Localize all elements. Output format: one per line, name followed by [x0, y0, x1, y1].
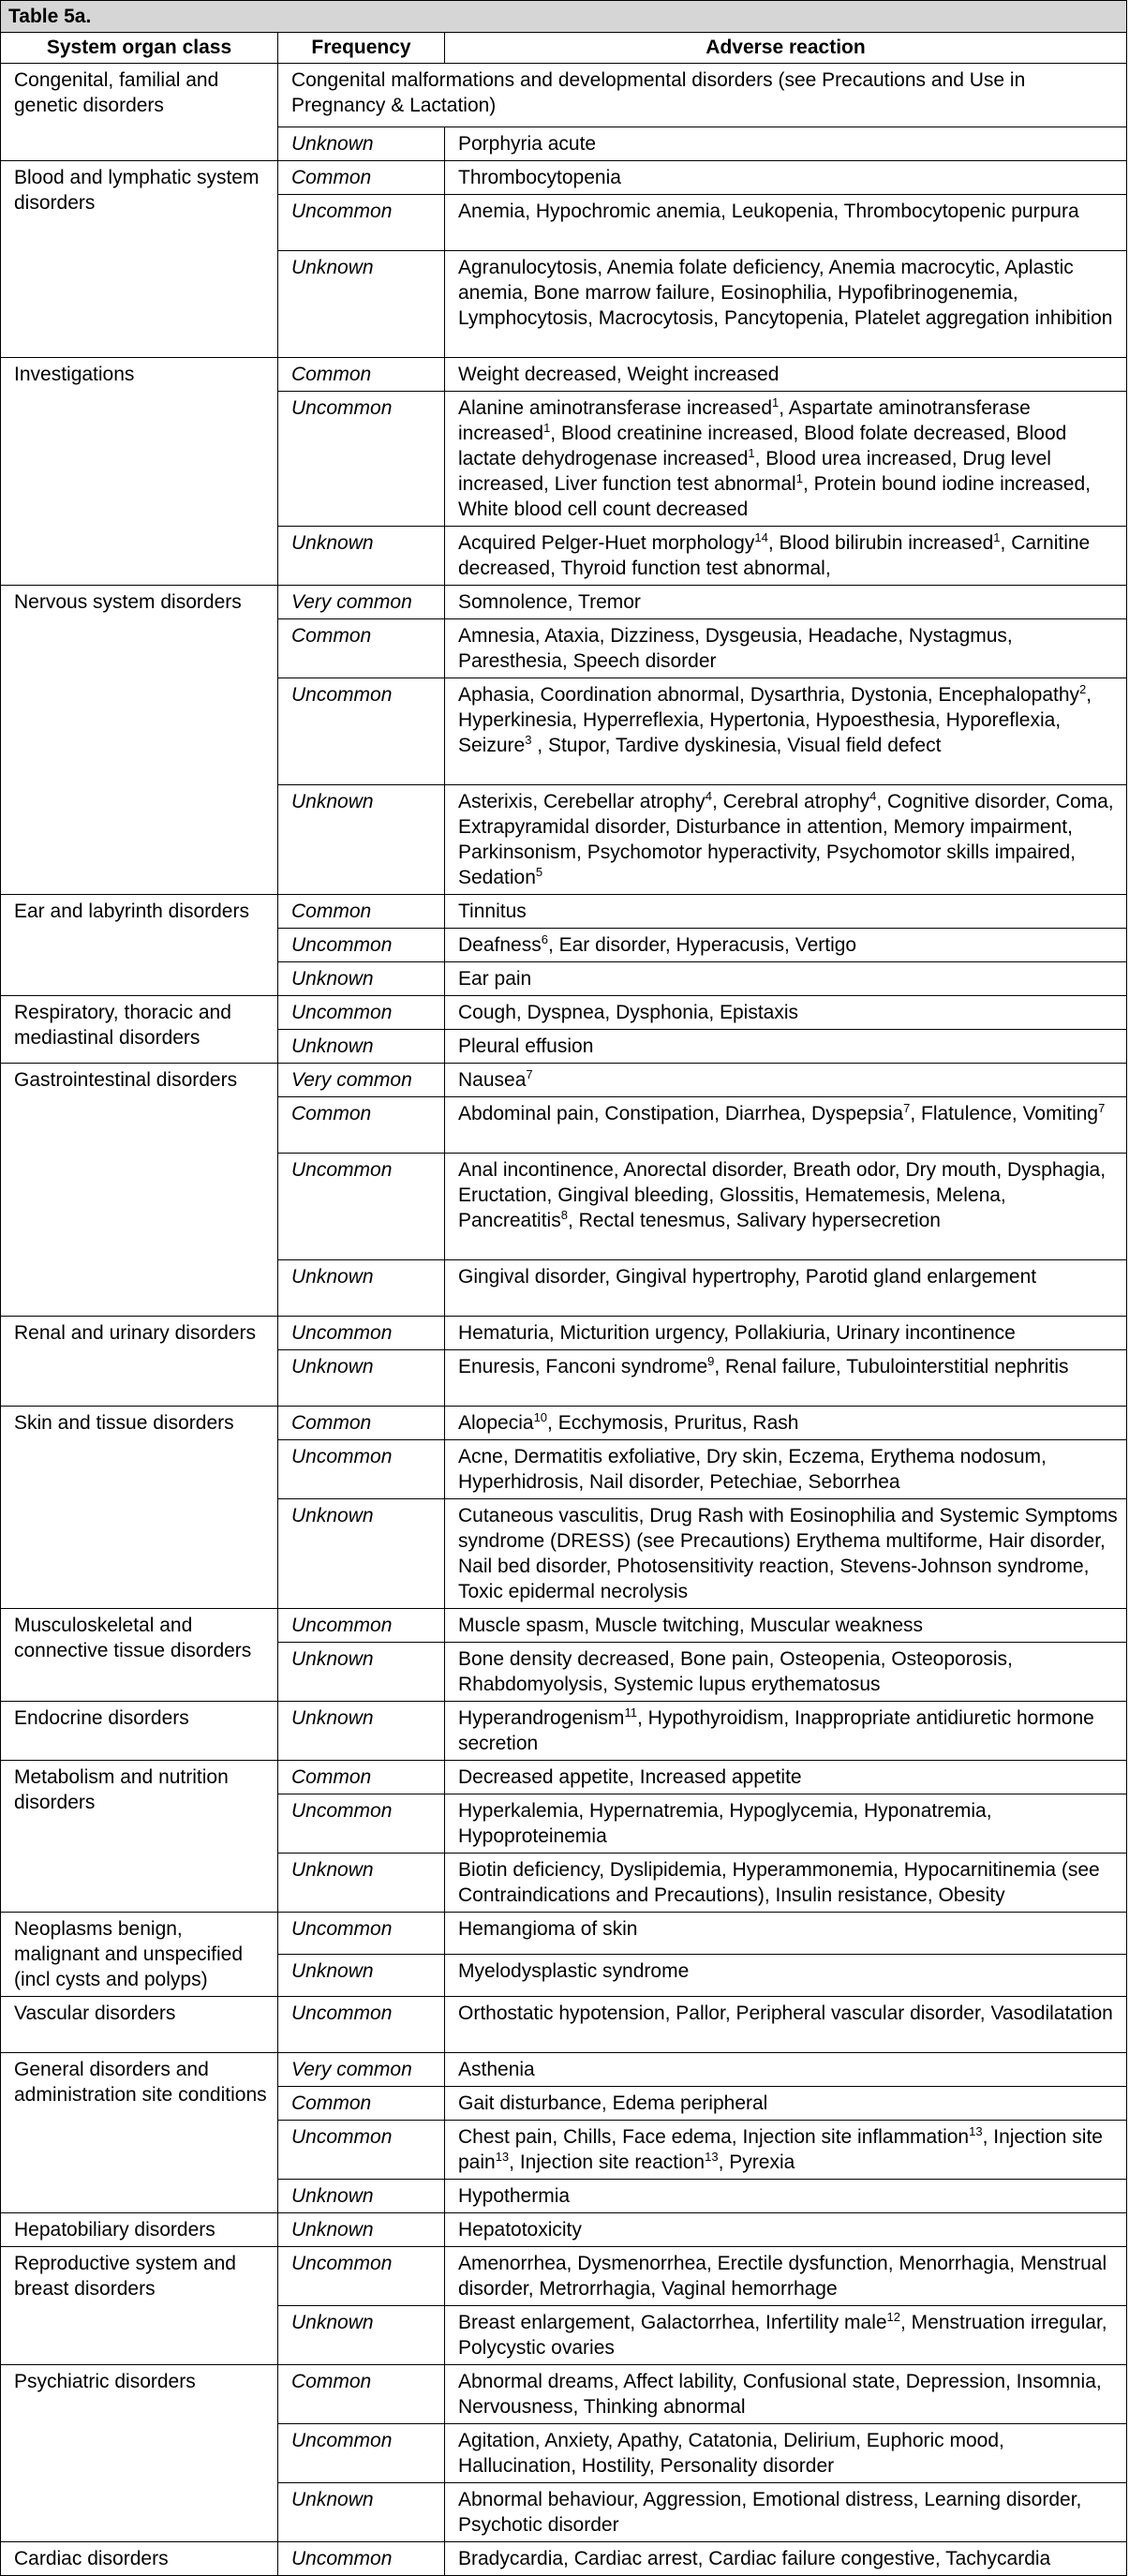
frequency-cell: Unknown [278, 1030, 445, 1064]
footnote-reference: 8 [560, 1208, 568, 1222]
frequency-cell: Uncommon [278, 2424, 445, 2483]
adverse-reaction-cell [445, 2053, 1127, 2087]
header-system-organ-class: System organ class [1, 33, 278, 64]
frequency-cell: Uncommon [278, 1440, 445, 1499]
adverse-reaction-cell [445, 1097, 1127, 1154]
footnote-reference: 1 [795, 471, 803, 485]
system-organ-class-cell: Endocrine disorders [1, 1702, 278, 1761]
frequency-cell: Uncommon [278, 1154, 445, 1260]
footnote-reference: 4 [705, 789, 713, 803]
footnote-reference: 7 [1098, 1101, 1106, 1115]
footnote-reference: 13 [495, 2150, 510, 2164]
reaction-text: Abnormal behaviour, Aggression, Emotional distress, Learning disorder, Psychotic disorder [458, 2489, 1082, 2536]
adverse-reaction-cell [445, 1317, 1127, 1350]
adverse-reaction-cell [445, 1154, 1127, 1260]
table-row [1, 2213, 1127, 2247]
system-organ-class-cell: Metabolism and nutrition disorders [1, 1761, 278, 1913]
footnote-reference: 6 [541, 932, 548, 946]
frequency-cell: Unknown [278, 962, 445, 996]
system-organ-class-cell: Nervous system disorders [1, 586, 278, 895]
system-organ-class-cell: Gastrointestinal disorders [1, 1064, 278, 1317]
reaction-text: Hypothermia [458, 2185, 571, 2207]
adverse-reaction-cell [445, 1030, 1127, 1064]
frequency-cell: Uncommon [278, 2121, 445, 2180]
reaction-text: Acquired Pelger-Huet morphology [458, 532, 755, 554]
adverse-reaction-cell [445, 1260, 1127, 1317]
adverse-reaction-cell [445, 1913, 1127, 1955]
frequency-cell: Unknown [278, 2306, 445, 2365]
reaction-text: , Cerebral atrophy [712, 791, 870, 812]
frequency-cell: Unknown [278, 1643, 445, 1702]
adverse-reaction-cell [445, 1955, 1127, 1997]
reaction-text: , Menstruation irregular, Polycystic ovaries [458, 2312, 1107, 2359]
table-body [1, 64, 1127, 2576]
table-row [1, 2365, 1127, 2424]
system-organ-class-cell: General disorders and administration site conditions [1, 2053, 278, 2213]
adverse-reaction-cell [445, 358, 1127, 392]
adverse-reaction-cell [445, 895, 1127, 929]
frequency-cell: Unknown [278, 1955, 445, 1997]
footnote-reference: 2 [1079, 682, 1087, 696]
frequency-cell: Unknown [278, 2180, 445, 2213]
table-row [1, 1317, 1127, 1350]
table-row [1, 1702, 1127, 1761]
adverse-reaction-cell [445, 1350, 1127, 1407]
footnote-reference: 4 [869, 789, 877, 803]
reaction-text: Hyperandrogenism [458, 1707, 625, 1729]
adverse-reaction-cell [278, 64, 1127, 127]
table-row [1, 64, 1127, 127]
footnote-reference: 13 [969, 2124, 983, 2138]
reaction-text: , Cognitive disorder, Coma, Extrapyramidal disorder, Disturbance in attention, Memory impairment, Parkinsonism, Psychomotor hyperactivity, Psychomotor skills impaired, Sedation [458, 791, 1114, 888]
reaction-text: , Pyrexia [718, 2152, 795, 2173]
reaction-text: Tinnitus [458, 901, 527, 922]
reaction-text: , Blood urea increased, Drug level increased, Liver function test abnormal [458, 448, 1051, 495]
reaction-text: Hematuria, Micturition urgency, Pollakiuria, Urinary incontinence [458, 1322, 1016, 1344]
frequency-cell: Unknown [278, 1260, 445, 1317]
adverse-reaction-cell [445, 962, 1127, 996]
footnote-reference: 5 [535, 865, 543, 879]
reaction-text: Anemia, Hypochromic anemia, Leukopenia, Thrombocytopenic purpura [458, 201, 1079, 222]
header-frequency: Frequency [278, 33, 445, 64]
reaction-text: , Blood creatinine increased, Blood folate decreased, Blood lactate dehydrogenase increased [458, 423, 1067, 469]
system-organ-class-cell: Investigations [1, 358, 278, 586]
adverse-reaction-cell [445, 161, 1127, 195]
adverse-reaction-cell [445, 2121, 1127, 2180]
reaction-text: Agranulocytosis, Anemia folate deficiency, Anemia macrocytic, Aplastic anemia, Bone marrow failure, Eosinophilia, Hypofibrinogenemia, Lymphocytosis, Macrocytosis, Pancytopenia, Platelet aggregation inhibition [458, 257, 1113, 329]
frequency-cell: Common [278, 1097, 445, 1154]
adverse-reaction-cell [445, 1609, 1127, 1643]
frequency-cell: Common [278, 1407, 445, 1440]
footnote-reference: 7 [526, 1067, 533, 1081]
reaction-text: Hemangioma of skin [458, 1918, 638, 1940]
system-organ-class-cell: Psychiatric disorders [1, 2365, 278, 2542]
system-organ-class-cell: Skin and tissue disorders [1, 1407, 278, 1609]
adverse-reaction-cell [445, 527, 1127, 586]
reaction-text: , Renal failure, Tubulointerstitial nephritis [714, 1356, 1069, 1377]
reaction-text: Muscle spasm, Muscle twitching, Muscular weakness [458, 1615, 924, 1636]
reaction-text: , Protein bound iodine increased, White blood cell count decreased [458, 473, 1091, 520]
frequency-cell: Uncommon [278, 1609, 445, 1643]
table-row [1, 1913, 1127, 1955]
system-organ-class-cell: Respiratory, thoracic and mediastinal disorders [1, 996, 278, 1064]
reaction-text: Alanine aminotransferase increased [458, 397, 773, 419]
table-caption: Table 5a. [0, 0, 1127, 32]
adverse-reaction-cell [445, 1794, 1127, 1854]
frequency-cell: Very common [278, 586, 445, 619]
reaction-text: Decreased appetite, Increased appetite [458, 1766, 802, 1788]
system-organ-class-cell: Congenital, familial and genetic disorders [1, 64, 278, 161]
footnote-reference: 1 [543, 421, 551, 435]
adverse-reaction-cell [445, 2424, 1127, 2483]
table-row [1, 1761, 1127, 1794]
system-organ-class-cell: Musculoskeletal and connective tissue disorders [1, 1609, 278, 1702]
adverse-reaction-cell [445, 586, 1127, 619]
frequency-cell: Uncommon [278, 929, 445, 962]
system-organ-class-cell: Ear and labyrinth disorders [1, 895, 278, 996]
adverse-reaction-cell [445, 2180, 1127, 2213]
reaction-text: Cutaneous vasculitis, Drug Rash with Eosinophilia and Systemic Symptoms syndrome (DRESS) (see Precautions) Erythema multiforme, Hair disorder, Nail bed disorder, Photosensitivity reaction, Stevens-Johnson syndrome, Toxic epidermal necrolysis [458, 1505, 1118, 1602]
adverse-reaction-cell [445, 251, 1127, 358]
adverse-reaction-cell [445, 996, 1127, 1030]
frequency-cell: Uncommon [278, 2247, 445, 2306]
footnote-reference: 10 [533, 1410, 548, 1424]
reaction-text: , Blood bilirubin increased [767, 532, 994, 554]
footnote-reference: 1 [993, 530, 1001, 544]
frequency-cell: Uncommon [278, 1317, 445, 1350]
reaction-text: Gingival disorder, Gingival hypertrophy, Parotid gland enlargement [458, 1266, 1037, 1288]
reaction-text: Hepatotoxicity [458, 2219, 582, 2241]
reaction-text: , Stupor, Tardive dyskinesia, Visual field defect [531, 735, 942, 756]
table-row [1, 1609, 1127, 1643]
system-organ-class-cell: Neoplasms benign, malignant and unspecified (incl cysts and polyps) [1, 1913, 278, 1997]
frequency-cell: Unknown [278, 2213, 445, 2247]
reaction-text: Thrombocytopenia [458, 167, 621, 188]
adverse-reactions-table [0, 32, 1127, 2576]
frequency-cell: Uncommon [278, 678, 445, 785]
reaction-text: Deafness [458, 934, 542, 956]
footnote-reference: 13 [705, 2150, 719, 2164]
footnote-reference: 1 [772, 395, 780, 409]
reaction-text: Somnolence, Tremor [458, 591, 641, 613]
adverse-reaction-cell [445, 2306, 1127, 2365]
adverse-reaction-cell [445, 2365, 1127, 2424]
footnote-reference: 1 [748, 446, 755, 460]
adverse-reaction-cell [445, 678, 1127, 785]
footnote-reference: 3 [525, 733, 532, 747]
adverse-reaction-cell [445, 2213, 1127, 2247]
reaction-text: Acne, Dermatitis exfoliative, Dry skin, Eczema, Erythema nodosum, Hyperhidrosis, Nail disorder, Petechiae, Seborrhea [458, 1446, 1047, 1493]
frequency-cell: Unknown [278, 2483, 445, 2542]
frequency-cell: Common [278, 2365, 445, 2424]
reaction-text: Alopecia [458, 1412, 534, 1434]
frequency-cell: Uncommon [278, 1913, 445, 1955]
reaction-text: Amnesia, Ataxia, Dizziness, Dysgeusia, Headache, Nystagmus, Paresthesia, Speech disorder [458, 625, 1013, 672]
frequency-cell: Uncommon [278, 1997, 445, 2053]
frequency-cell: Unknown [278, 127, 445, 161]
reaction-text: , Flatulence, Vomiting [910, 1103, 1099, 1124]
footnote-reference: 7 [903, 1101, 911, 1115]
reaction-text: Ear pain [458, 968, 532, 990]
reaction-text: Biotin deficiency, Dyslipidemia, Hyperammonemia, Hypocarnitinemia (see Contraindications and Precautions), Insulin resistance, Obesity [458, 1859, 1100, 1906]
frequency-cell: Common [278, 161, 445, 195]
reaction-text: , Hyperkinesia, Hyperreflexia, Hypertonia, Hypoesthesia, Hyporeflexia, Seizure [458, 684, 1092, 756]
adverse-reaction-cell [445, 1064, 1127, 1097]
frequency-cell: Common [278, 895, 445, 929]
reaction-text: Aphasia, Coordination abnormal, Dysarthria, Dystonia, Encephalopathy [458, 684, 1080, 706]
reaction-text: , Injection site reaction [509, 2152, 706, 2173]
frequency-cell: Uncommon [278, 195, 445, 251]
reaction-text: Asthenia [458, 2059, 535, 2080]
system-organ-class-cell: Reproductive system and breast disorders [1, 2247, 278, 2365]
frequency-cell: Common [278, 1761, 445, 1794]
frequency-cell: Uncommon [278, 2542, 445, 2576]
adverse-reaction-cell [445, 1499, 1127, 1609]
reaction-text: Porphyria acute [458, 133, 597, 155]
adverse-reaction-cell [445, 1643, 1127, 1702]
reaction-text: Breast enlargement, Galactorrhea, Infertility male [458, 2312, 887, 2333]
reaction-text: Hyperkalemia, Hypernatremia, Hypoglycemia, Hyponatremia, Hypoproteinemia [458, 1800, 992, 1847]
reaction-text: Amenorrhea, Dysmenorrhea, Erectile dysfunction, Menorrhagia, Menstrual disorder, Metrorrhagia, Vaginal hemorrhage [458, 2253, 1107, 2300]
reaction-text: , Rectal tenesmus, Salivary hypersecretion [567, 1210, 941, 1231]
reaction-text: Chest pain, Chills, Face edema, Injection site inflammation [458, 2126, 970, 2148]
adverse-reaction-cell [445, 1702, 1127, 1761]
table-row [1, 2542, 1127, 2576]
table-row [1, 2053, 1127, 2087]
frequency-cell: Unknown [278, 1499, 445, 1609]
footnote-reference: 14 [754, 530, 768, 544]
header-adverse-reaction: Adverse reaction [445, 33, 1127, 64]
frequency-cell: Unknown [278, 1702, 445, 1761]
system-organ-class-cell: Hepatobiliary disorders [1, 2213, 278, 2247]
table-row [1, 358, 1127, 392]
reaction-text: Nausea [458, 1069, 527, 1091]
reaction-text: , Hypothyroidism, Inappropriate antidiuretic hormone secretion [458, 1707, 1094, 1754]
frequency-cell: Uncommon [278, 392, 445, 527]
frequency-cell: Unknown [278, 1350, 445, 1407]
frequency-cell: Unknown [278, 251, 445, 358]
footnote-reference: 11 [624, 1705, 637, 1720]
reaction-text: Congenital malformations and developmental disorders (see Precautions and Use in Pregnancy & Lactation) [291, 69, 1026, 116]
reaction-text: , Injection site pain [458, 2126, 1103, 2173]
table-row [1, 161, 1127, 195]
reaction-text: Enuresis, Fanconi syndrome [458, 1356, 708, 1377]
table-row [1, 1997, 1127, 2053]
frequency-cell: Unknown [278, 1854, 445, 1913]
system-organ-class-cell: Renal and urinary disorders [1, 1317, 278, 1407]
adverse-reaction-cell [445, 1997, 1127, 2053]
adverse-reaction-cell [445, 2087, 1127, 2121]
system-organ-class-cell: Cardiac disorders [1, 2542, 278, 2576]
reaction-text: Myelodysplastic syndrome [458, 1960, 690, 1982]
reaction-text: , Aspartate aminotransferase increased [458, 397, 1031, 444]
reaction-text: Gait disturbance, Edema peripheral [458, 2092, 768, 2114]
reaction-text: Bradycardia, Cardiac arrest, Cardiac failure congestive, Tachycardia [458, 2548, 1051, 2569]
frequency-cell: Common [278, 358, 445, 392]
reaction-text: Agitation, Anxiety, Apathy, Catatonia, Delirium, Euphoric mood, Hallucination, Hostility, Personality disorder [458, 2430, 1004, 2477]
table-row [1, 996, 1127, 1030]
frequency-cell: Very common [278, 1064, 445, 1097]
table-row [1, 586, 1127, 619]
frequency-cell: Unknown [278, 527, 445, 586]
frequency-cell: Very common [278, 2053, 445, 2087]
adverse-reaction-cell [445, 1854, 1127, 1913]
system-organ-class-cell: Blood and lymphatic system disorders [1, 161, 278, 358]
reaction-text: Asterixis, Cerebellar atrophy [458, 791, 706, 812]
adverse-reaction-cell [445, 127, 1127, 161]
adverse-reaction-cell [445, 195, 1127, 251]
footnote-reference: 9 [707, 1354, 715, 1368]
reaction-text: Weight decreased, Weight increased [458, 364, 780, 385]
frequency-cell: Common [278, 619, 445, 678]
table-row [1, 1407, 1127, 1440]
table-row [1, 2247, 1127, 2306]
adverse-reaction-cell [445, 2483, 1127, 2542]
adverse-reaction-cell [445, 2542, 1127, 2576]
table-row [1, 1064, 1127, 1097]
reaction-text: Bone density decreased, Bone pain, Osteopenia, Osteoporosis, Rhabdomyolysis, Systemic lupus erythematosus [458, 1648, 1013, 1695]
reaction-text: Anal incontinence, Anorectal disorder, Breath odor, Dry mouth, Dysphagia, Eructation, Gingival bleeding, Glossitis, Hematemesis, Melena, Pancreatitis [458, 1159, 1107, 1231]
adverse-reaction-cell [445, 1440, 1127, 1499]
frequency-cell: Unknown [278, 785, 445, 895]
adverse-reaction-cell [445, 2247, 1127, 2306]
adverse-reaction-cell [445, 1407, 1127, 1440]
adverse-reaction-cell [445, 929, 1127, 962]
reaction-text: Cough, Dyspnea, Dysphonia, Epistaxis [458, 1002, 799, 1023]
frequency-cell: Uncommon [278, 1794, 445, 1854]
system-organ-class-cell: Vascular disorders [1, 1997, 278, 2053]
header-row [1, 33, 1127, 64]
adverse-reaction-cell [445, 1761, 1127, 1794]
reaction-text: , Carnitine decreased, Thyroid function test abnormal, [458, 532, 1091, 579]
adverse-reaction-cell [445, 785, 1127, 895]
adverse-reaction-cell [445, 619, 1127, 678]
reaction-text: , Ecchymosis, Pruritus, Rash [547, 1412, 799, 1434]
frequency-cell: Common [278, 2087, 445, 2121]
reaction-text: Abdominal pain, Constipation, Diarrhea, Dyspepsia [458, 1103, 904, 1124]
reaction-text: Pleural effusion [458, 1035, 594, 1057]
footnote-reference: 12 [886, 2310, 901, 2324]
frequency-cell: Uncommon [278, 996, 445, 1030]
table-row [1, 895, 1127, 929]
reaction-text: Abnormal dreams, Affect lability, Confusional state, Depression, Insomnia, Nervousness, Thinking abnormal [458, 2371, 1102, 2418]
adverse-reaction-cell [445, 392, 1127, 527]
reaction-text: Orthostatic hypotension, Pallor, Peripheral vascular disorder, Vasodilatation [458, 2003, 1113, 2024]
reaction-text: , Ear disorder, Hyperacusis, Vertigo [547, 934, 857, 956]
